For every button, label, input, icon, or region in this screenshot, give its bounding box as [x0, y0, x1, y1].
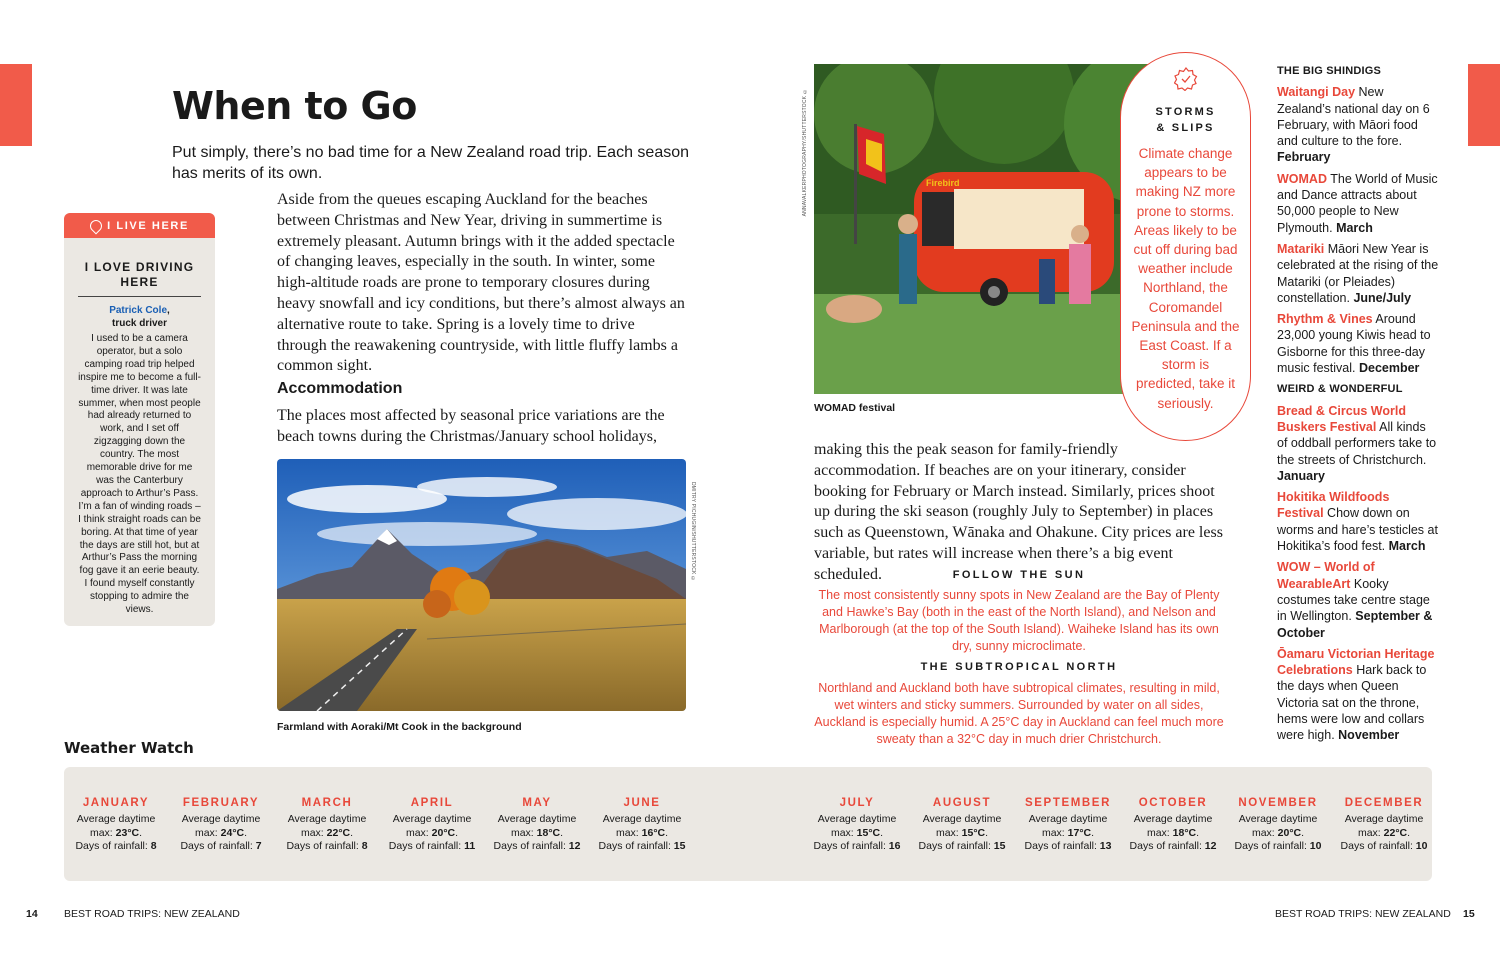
- storm-badge-icon: [1174, 67, 1198, 91]
- month-september: SEPTEMBER Average daytime max: 17°C. Days of rainfall: 13: [1024, 797, 1112, 853]
- farmland-photo-caption: Farmland with Aoraki/Mt Cook in the background: [277, 721, 522, 733]
- month-april: APRIL Average daytime max: 20°C. Days of rainfall: 11: [388, 797, 476, 853]
- storms-title: STORMS & SLIPS: [1155, 106, 1216, 134]
- body-text-peak-season: making this the peak season for family-friendly accommodation. If beaches are on your itinerary, consider booking for February or March instead. Similarly, prices shoot up during the ski season (roughly July to September) in places such as Queenstown, Wānaka and Ohakune. City prices are less variable, but rates will increase when there’s a big event scheduled.: [814, 441, 1223, 583]
- month-november: NOVEMBER Average daytime max: 20°C. Days of rainfall: 10: [1234, 797, 1322, 853]
- event-item: WOW – World of WearableArt Kooky costumes take centre stage in Wellington. September & October: [1277, 560, 1433, 640]
- live-here-title: I LOVE DRIVING HERE: [78, 238, 201, 297]
- event-item: Hokitika Wildfoods Festival Chow down on worms and hare’s testicles at Hokitika’s food fest. March: [1277, 490, 1438, 554]
- month-february: FEBRUARY Average daytime max: 24°C. Days of rainfall: 7: [180, 797, 262, 853]
- event-item: WOMAD The World of Music and Dance attracts about 50,000 people to New Plymouth. March: [1277, 171, 1438, 235]
- month-may: MAY Average daytime max: 18°C. Days of rainfall: 12: [493, 797, 581, 853]
- month-july: JULY Average daytime max: 15°C. Days of rainfall: 16: [813, 797, 901, 853]
- food-truck-sign: Firebird: [926, 178, 960, 188]
- weather-watch-heading: Weather Watch: [64, 739, 194, 757]
- month-june: JUNE Average daytime max: 16°C. Days of rainfall: 15: [598, 797, 686, 853]
- event-item: Waitangi Day New Zealand’s national day on 6 February, with Māori food and culture to the fore. February: [1277, 85, 1430, 165]
- month-march: MARCH Average daytime max: 22°C. Days of rainfall: 8: [286, 797, 368, 853]
- month-january: JANUARY Average daytime max: 23°C. Days of rainfall: 8: [75, 797, 157, 853]
- big-shindigs-heading: THE BIG SHINDIGS: [1277, 65, 1382, 77]
- intro-text: Put simply, there’s no bad time for a New Zealand road trip. Each season has merits of its own.: [172, 144, 690, 182]
- body-text-accommodation: The places most affected by seasonal price variations are the beach towns during the Christmas/January school holidays,: [277, 407, 665, 445]
- weather-watch-panel: [64, 767, 1432, 881]
- location-pin-icon: [88, 217, 105, 234]
- event-item: Bread & Circus World Buskers Festival All kinds of oddball performers take to the streets of Christchurch. January: [1277, 403, 1437, 483]
- event-item: Rhythm & Vines Around 23,000 young Kiwis head to Gisborne for this three-day music festival. December: [1277, 312, 1431, 376]
- left-page-tab: [0, 64, 32, 146]
- right-running-footer: BEST ROAD TRIPS: NEW ZEALAND: [1275, 908, 1451, 920]
- storms-text: Climate change appears to be making NZ more prone to storms. Areas likely to be cut off during bad weather include Northland, the Coromandel Peninsula and the East Coast. If a storm is predicted, take it seriously.: [1131, 146, 1240, 411]
- follow-sun-heading: FOLLOW THE SUN: [952, 569, 1086, 581]
- subtropical-text: Northland and Auckland both have subtropical climates, resulting in mild, wet winters and sticky summers. Surrounded by water on all sides, Auckland is especially humid. A 25°C day in Auckland can feel much more sweaty than a 32°C day in much drier Christchurch.: [814, 681, 1224, 746]
- live-here-text: I used to be a camera operator, but a solo camping road trip helped inspire me to become a full-time driver. It was late summer, when most people had already returned to work, and I set off zigzagging down the country. The most memorable drive for me was the Canterbury approach to Arthur’s Pass. I’m a fan of winding roads – I think straight roads can be boring. At that time of year the days are still hot, but at Arthur’s Pass the morning fog gave it an eerie beauty. I found myself constantly stopping to admire the views.: [78, 333, 201, 616]
- month-august: AUGUST Average daytime max: 15°C. Days of rainfall: 15: [918, 797, 1006, 853]
- left-page-number: 14: [26, 908, 38, 920]
- right-page-tab: [1468, 64, 1500, 146]
- womad-photo-credit: ANNAVALKERPHOTOGRAPHY/SHUTTERSTOCK ©: [802, 88, 808, 217]
- page-title: When to Go: [172, 84, 417, 128]
- farmland-photo: [277, 459, 686, 711]
- body-text-seasons: Aside from the queues escaping Auckland for the beaches between Christmas and New Year, driving in summertime is extremely pleasant. Autumn brings with it the added spectacle of changing leaves, especially in the south. In winter, some high-altitude roads are prone to temporary closures during heavy snowfall and icy conditions, but there’s almost always an alternative route to take. Spring is a lovely time to drive through the reawakening countryside, with little fluffy lambs a common sight.: [277, 191, 685, 375]
- subtropical-heading: THE SUBTROPICAL NORTH: [920, 661, 1118, 673]
- farmland-photo-credit: DMITRY PICHUGIN/SHUTTERSTOCK ©: [690, 482, 696, 583]
- storms-callout: [1120, 52, 1251, 441]
- live-here-author: Patrick Cole, truck driver: [109, 305, 170, 329]
- event-item: Matariki Māori New Year is celebrated at the rising of the Matariki (or Pleiades) constellation. June/July: [1277, 241, 1439, 305]
- month-december: DECEMBER Average daytime max: 22°C. Days of rainfall: 10: [1340, 797, 1428, 853]
- right-page-number: 15: [1463, 908, 1475, 920]
- i-live-here-box: [64, 213, 215, 626]
- events-column: [1277, 63, 1439, 749]
- womad-photo-caption: WOMAD festival: [814, 402, 896, 414]
- i-live-here-tag: I LIVE HERE: [64, 213, 215, 238]
- month-october: OCTOBER Average daytime max: 18°C. Days of rainfall: 12: [1129, 797, 1217, 853]
- follow-sun-text: The most consistently sunny spots in New Zealand are the Bay of Plenty and Hawke’s Bay (both in the east of the North Island), and Nelson and Marlborough (at the top of the South Island). Waiheke Island has its own dry, sunny microclimate.: [818, 588, 1220, 653]
- accommodation-heading: Accommodation: [277, 380, 403, 397]
- left-running-footer: BEST ROAD TRIPS: NEW ZEALAND: [64, 908, 240, 920]
- event-item: Ōamaru Victorian Heritage Celebrations Hark back to the days when Queen Victoria sat on the throne, hems were low and collars were high. November: [1277, 646, 1435, 743]
- weird-wonderful-heading: WEIRD & WONDERFUL: [1277, 383, 1403, 396]
